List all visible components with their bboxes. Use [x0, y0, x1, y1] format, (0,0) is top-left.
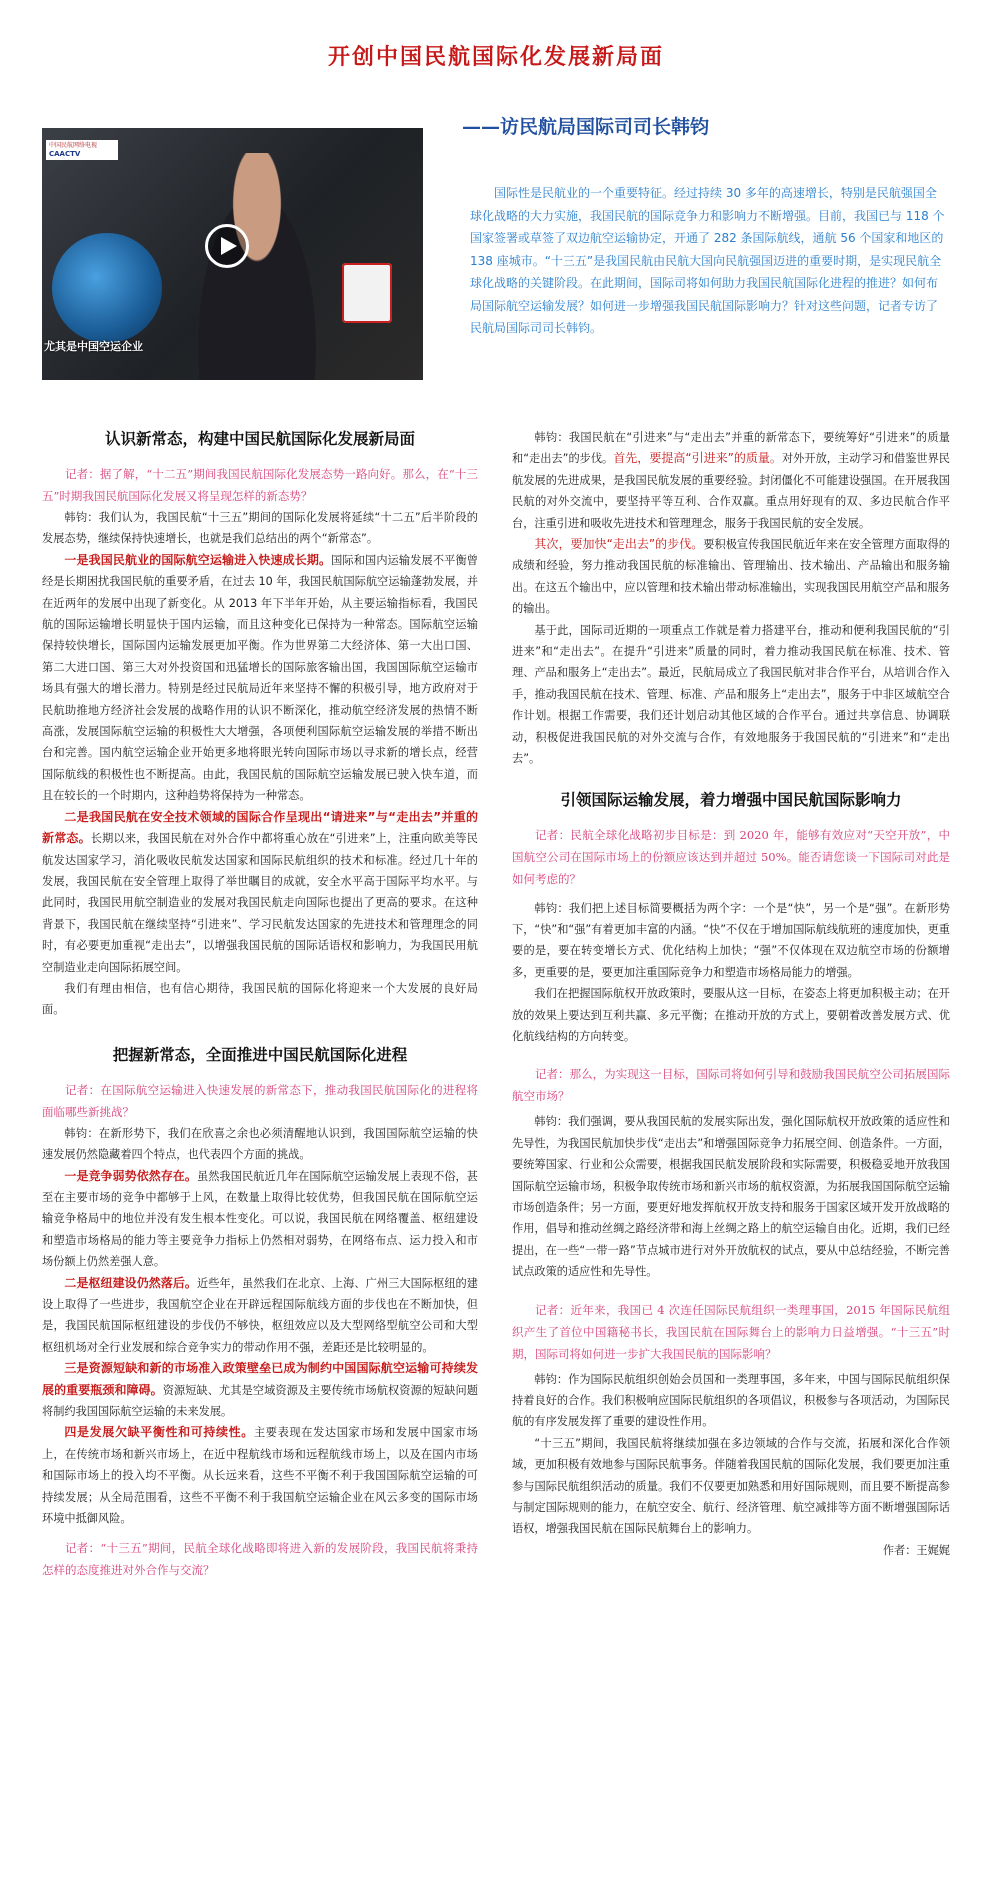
- paragraph-text: 近些年，虽然我们在北京、上海、广州三大国际枢纽的建设上取得了一些进步，我国航空企业在开辟远程国际航线方面的步伐也在不断加快，但是，我国民航国际枢纽建设的步伐仍不够快，枢纽效应以及大型网络型航空公司和大型枢纽机场对全行业发展和综合竞争实力的带动作用不强，差距还是比较明显的。: [42, 1276, 478, 1354]
- answer-paragraph: [512, 427, 950, 534]
- key-point: 三是资源短缺和新的市场准入政策壁垒已成为制约中国国际航空运输可持续发展的重要瓶颈和障碍。: [42, 1361, 478, 1397]
- logo-line2: CAACTV: [49, 150, 81, 158]
- paragraph-text: 国际和国内运输发展不平衡曾经是长期困扰我国民航的重要矛盾，在过去 10 年，我国民航国际航空运输蓬勃发展，并在近两年的发展中出现了新变化。从 2013 年下半年开始，从主要运输指标看，我国民航的国际运输增长明显快于国内运输，而且这种变化已保持为一种常态。国际航空运输保持较快增长，国际国内运输发展更加平衡。作为世界第二大经济体、第一大出口国、第二大进口国、第三大对外投资国和迅猛增长的国际旅客输出国，我国国际航空运输市场具有强大的增长潜力。特别是经过民航局近年来坚持不懈的积极引导，地方政府对于民航助推地方经济社会发展的战略作用的认识不断深化，推动航空经济发展的热情不断高涨，发展国际航空运输的积极性大大增强，各项便利国际航空运输发展的举措不断出台和完善。国内航空运输企业开始更多地将眼光转向国际市场以寻求新的增长点，经营国际航线的积极性也不断提高。由此，我国民航的国际航空运输发展已驶入快车道，而且在较长的一个时期内，这种趋势将保持为一种常态。: [42, 553, 478, 803]
- answer-paragraph: 韩钧：我们把上述目标简要概括为两个字：一个是“快”，另一个是“强”。在新形势下，“快”和“强”有着更加丰富的内涵。“快”不仅在于增加国际航线航班的速度加快，更重要的是，要在转变增长方式、优化结构上加快；“强”不仅体现在双边航空市场的份额增多，更重要的是，要更加注重国际竞争力和塑造市场格局能力的增强。: [512, 901, 950, 979]
- reporter-question: 记者：“十三五”期间，民航全球化战略即将进入新的发展阶段，我国民航将秉持怎样的态度推进对外合作与交流？: [42, 1541, 478, 1578]
- play-button[interactable]: [205, 224, 249, 268]
- play-icon: [221, 237, 237, 255]
- answer-paragraph: [42, 1358, 478, 1422]
- answer-paragraph: [42, 1273, 478, 1359]
- right-column: [512, 427, 950, 1561]
- article-title: 开创中国民航国际化发展新局面: [327, 44, 664, 70]
- paragraph-text: 要积极宣传我国民航近年来在安全管理方面取得的成绩和经验，努力推动我国民航的标准输出、管理输出、技术输出、产品输出和服务输出。在这五个输出中，应以管理和技术输出带动标准输出，实现我国民用航空产品和服务的输出。: [512, 538, 950, 616]
- key-point: 四是发展欠缺平衡性和可持续性。: [64, 1425, 254, 1440]
- section-heading-3: 引领国际运输发展，着力增强中国民航国际影响力: [560, 790, 902, 809]
- answer-paragraph: [42, 550, 478, 807]
- paragraph-text: 韩钧：我国民航在“引进来”与“走出去”并重的新常态下，要统筹好“引进来”的质量和“走出去”的步伐。: [512, 431, 950, 466]
- reporter-question: 记者：据了解，“十二五”期间我国民航国际化发展态势一路向好。那么，在“十三五”时期我国民航国际化发展又将呈现怎样的新态势？: [42, 467, 478, 503]
- answer-paragraph: 基于此，国际司近期的一项重点工作就是着力搭建平台，推动和便利我国民航的“引进来”和“走出去”。在提升“引进来”质量的同时，着力推动我国民航在标准、技术、管理、产品和服务上“走出去”。最近，民航局成立了我国民航对非合作平台，从培训合作入手，推动我国民航在技术、管理、标准、产品和服务上“走出去”，服务于中非区域航空合作计划。根据工作需要，我们还计划启动其他区域的合作平台。通过共享信息、协调联动，积极促进我国民航的对外交流与合作，有效地服务于我国民航的“引进来”和“走出去”。: [512, 623, 950, 766]
- section-heading-2: 把握新常态，全面推进中国民航国际化进程: [112, 1045, 408, 1064]
- answer-paragraph: 韩钧：作为国际民航组织创始会员国和一类理事国，多年来，中国与国际民航组织保持着良好的合作。我们积极响应国际民航组织的各项倡议，积极参与各项活动，为国际民航的有序发展发挥了重要的建设性作用。: [512, 1372, 950, 1429]
- paragraph-text: 主要表现在发达国家市场和发展中国家市场上，在传统市场和新兴市场上，在近中程航线市场和远程航线市场上，以及在国内市场和国际市场上的投入均不平衡。从长远来看，这些不平衡不利于我国国际航空运输的可持续发展；从全局范围看，这些不平衡不利于我国航空运输企业在风云多变的国际市场环境中抵御风险。: [42, 1426, 478, 1526]
- answer-paragraph: [42, 807, 478, 978]
- key-point: 其次，要加快“走出去”的步伐。: [534, 537, 704, 552]
- caactv-logo: [46, 140, 118, 160]
- answer-paragraph: [42, 1422, 478, 1529]
- answer-paragraph: 韩钧：我们强调，要从我国民航的发展实际出发，强化国际航权开放政策的适应性和先导性，为我国民航加快步伐“走出去”和增强国际竞争力拓展空间、创造条件。一方面，要统筹国家、行业和公众需要，根据我国民航发展阶段和实际需要，积极稳妥地开放我国国际航空运输市场，积极争取传统市场和新兴市场的航权资源，为拓展我国国际航空运输市场创造条件；另一方面，要更好地发挥航权开放支持和服务于国家区域开发开放战略的作用，倡导和推动丝绸之路经济带和海上丝绸之路上的航空运输自由化。近期，我们已经提出，在一些“一带一路”节点城市进行对外开放航权的试点，要从中总结经验，不断完善试点政策的适应性和先导性。: [512, 1115, 950, 1279]
- answer-paragraph: 我们在把握国际航权开放政策时，要服从这一目标，在姿态上将更加积极主动；在开放的效果上要达到互利共赢、多元平衡；在推动开放的方式上，要朝着改善发展方式、优化航线结构的方向转变。: [512, 987, 950, 1043]
- answer-paragraph: [512, 534, 950, 620]
- left-column: [42, 427, 478, 1581]
- reporter-question: 记者：民航全球化战略初步目标是：到 2020 年，能够有效应对“天空开放”，中国航空公司在国际市场上的份额应该达到并超过 50%。能否请您谈一下国际司对此是如何考虑的？: [512, 827, 950, 886]
- article-subtitle: ——访民航局国际司司长韩钧: [462, 116, 710, 138]
- answer-paragraph: 我们有理由相信，也有信心期待，我国民航的国际化将迎来一个大发展的良好局面。: [42, 981, 478, 1017]
- key-point: 一是我国民航业的国际航空运输进入快速成长期。: [64, 552, 332, 567]
- key-point: 一是竞争弱势依然存在。: [64, 1168, 197, 1183]
- answer-paragraph: 韩钧：在新形势下，我们在欣喜之余也必须清醒地认识到，我国国际航空运输的快速发展仍然隐藏着四个特点，也代表四个方面的挑战。: [42, 1126, 478, 1162]
- video-caption: 尤其是中国空运企业: [44, 340, 143, 353]
- paragraph-text: 对外开放，主动学习和借鉴世界民航发展的先进成果，是我国民航发展的重要经验。封闭僵化不可能建设强国。在开展我国民航的对外交流中，要坚持平等互利、合作双赢。重点用好现有的双、多边民航合作平台，注重引进和吸收先进技术和管理理念，服务于我国民航的安全发展。: [512, 452, 950, 530]
- reporter-question: 记者：那么，为实现这一目标，国际司将如何引导和鼓励我国民航空公司拓展国际航空市场？: [512, 1067, 950, 1104]
- paragraph-text: 长期以来，我国民航在对外合作中都将重心放在“引进来”上，注重向欧美等民航发达国家学习，消化吸收民航发达国家和国际民航组织的技术和标准。经过几十年的发展，我国民航在安全管理上取得了举世瞩目的成就，安全水平高于国际平均水平。与此同时，我国民用航空制造业的发展对我国民航走向国际也提出了更高的要求。在这种背景下，我国民航在继续坚持“引进来”、学习民航发达国家的先进技术和管理理念的同时，有必要更加重视“走出去”，以增强我国民航的国际话语权和影响力，为我国民用航空制造业走向国际拓展空间。: [42, 832, 478, 974]
- key-point: 二是枢纽建设仍然落后。: [64, 1275, 197, 1290]
- globe-image: [52, 233, 162, 343]
- paragraph-text: 虽然我国民航近几年在国际航空运输发展上表现不俗，甚至在主要市场的竞争中都够于上风，在数量上取得比较优势，但我国民航在国际航空运输竞争格局中的地位并没有发生根本性变化。可以说，我国民航在网络覆盖、枢纽建设和塑造市场格局的能力等主要竞争力指标上仍然相对弱势，在网络布点、运力投入和市场份额上仍然差强人意。: [42, 1169, 478, 1269]
- reporter-question: 记者：在国际航空运输进入快速发展的新常态下，推动我国民航国际化的进程将面临哪些新挑战？: [42, 1082, 478, 1119]
- key-point: 首先，要提高“引进来”的质量。: [613, 451, 782, 466]
- video-player[interactable]: [42, 128, 423, 380]
- section-heading-1: 认识新常态，构建中国民航国际化发展新局面: [104, 430, 415, 448]
- author-line: 作者：王娓娓: [882, 1543, 950, 1557]
- interviewee-image: [182, 153, 332, 380]
- answer-paragraph: “十三五”期间，我国民航将继续加强在多边领域的合作与交流，拓展和深化合作领域，更加积极有效地参与国际民航事务。伴随着我国民航的国际化发展，我们要更加注重参与国际民航组织活动的质量。我们不仅要更加熟悉和用好国际规则，而且要不断提高参与制定国际规则的能力，在航空安全、航行、经济管理、航空减排等方面不断增强国际话语权，增强我国民航在国际民航舞台上的影响力。: [512, 1436, 950, 1536]
- answer-paragraph: 韩钧：我们认为，我国民航“十三五”期间的国际化发展将延续“十二五”后半阶段的发展态势，继续保持快速增长，也就是我们总结出的两个“新常态”。: [42, 511, 478, 546]
- microphone-image: [342, 263, 392, 323]
- paragraph-text: 资源短缺、尤其是空域资源及主要传统市场航权资源的短缺问题将制约我国国际航空运输的未来发展。: [42, 1383, 478, 1419]
- logo-line1: 中国民航网络电视: [49, 142, 98, 149]
- reporter-question: 记者：近年来，我国已 4 次连任国际民航组织一类理事国，2015 年国际民航组织产生了首位中国籍秘书长，我国民航在国际舞台上的影响力日益增强。“十三五”时期，国际司将如何进一步扩大我国民航的国际影响？: [512, 1302, 950, 1361]
- answer-paragraph: [42, 1166, 478, 1273]
- key-point: 二是我国民航在安全技术领域的国际合作呈现出“请进来”与“走出去”并重的新常态。: [42, 809, 478, 846]
- intro-paragraph: 国际性是民航业的一个重要特征。经过持续 30 多年的高速增长，特别是民航强国全球化战略的大力实施，我国民航的国际竞争力和影响力不断增强。目前，我国已与 118 个国家签署或草签了双边航空运输协定，开通了 282 条国际航线，通航 56 个国家和地区的 138 座城市。“十三五”是我国民航由民航大国向民航强国迈进的重要时期，是实现民航全球化战略的关键阶段。在此期间，国际司将如何助力我国民航国际化进程的推进？如何布局国际航空运输发展？如何进一步增强我国民航国际影响力？针对这些问题，记者专访了民航局国际司司长韩钧。: [470, 186, 945, 335]
